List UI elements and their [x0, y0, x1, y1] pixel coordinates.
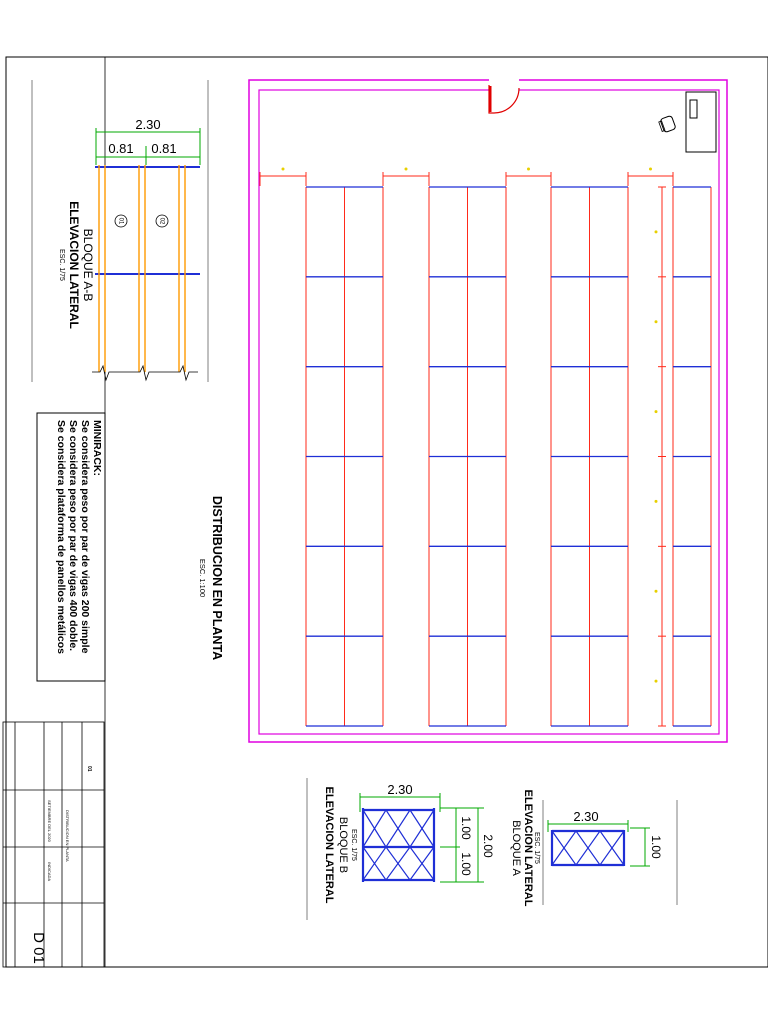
rack-rows [260, 168, 711, 727]
dim-height-a: 1.00 [649, 835, 663, 859]
length-dimension-note [655, 680, 658, 683]
tag-text-1: 01 [117, 217, 124, 225]
chair-icon [658, 115, 676, 133]
plan-title-text: DISTRIBUCION EN PLANTA [210, 495, 224, 661]
aisle-dimension-note [405, 168, 408, 171]
elevation-b-scale: ESC. 1/75 [350, 829, 357, 861]
dim-upper-b: 1.00 [459, 816, 473, 840]
dimensions-a [548, 820, 650, 866]
length-dimension-note [655, 410, 658, 413]
elevation-a-title [510, 790, 540, 907]
bracing-a [552, 831, 624, 865]
desk-monitor [690, 100, 697, 118]
notes-line-3: Se considera plataforma de panellos metálicos [55, 420, 67, 654]
notes-heading: MINIRACK: [91, 420, 103, 476]
notes-line-2: Se considera peso por par de vigas 400 doble. [67, 420, 79, 652]
plan-title [198, 496, 224, 660]
elevation-ab-block: BLOQUE A-B [81, 228, 95, 302]
aisle-dimension-note [282, 168, 285, 171]
title-block-frame [3, 722, 104, 967]
elevation-ab-subtitle: ELEVACION LATERAL [67, 201, 81, 329]
length-dimension-note [655, 590, 658, 593]
aisle-dimension-note [649, 168, 652, 171]
elevation-b-subtitle: ELEVACION LATERAL [323, 786, 335, 904]
notes-line-1: Se considera peso por par de vigas 200 simple [79, 420, 91, 654]
notes-box [37, 413, 105, 681]
elevation-b [307, 778, 495, 920]
floor-plan [198, 76, 727, 742]
tag-text-2: 02 [158, 217, 165, 225]
sheet-border [6, 57, 768, 967]
elevation-a-scale: ESC. 1/75 [533, 832, 540, 864]
length-dimension-note [655, 230, 658, 233]
sheet-number: D 01 [30, 932, 47, 964]
elevation-ab-title [58, 201, 95, 329]
dim-width-b: 2.30 [387, 782, 413, 797]
elevation-a-subtitle: ELEVACION LATERAL [522, 789, 534, 907]
frame-b [363, 808, 434, 882]
aisle-dimension-note [527, 168, 530, 171]
plan-scale-text: ESC. 1:100 [198, 558, 207, 598]
title-block-drawing-name: DISTRIBUCION EN PLANTA [65, 810, 70, 862]
elevation-ab [32, 80, 208, 382]
elevation-a [510, 790, 677, 907]
dim-lower-b: 1.00 [459, 852, 473, 876]
dim-width-a: 2.30 [573, 809, 599, 824]
elevation-b-title [323, 787, 357, 904]
elevation-a-block: BLOQUE A [510, 820, 522, 876]
length-dimension-note [655, 320, 658, 323]
length-dimension-note [655, 500, 658, 503]
title-block-scale: INDICADA [47, 862, 52, 882]
bracing-b [363, 810, 434, 880]
elevation-ab-scale: ESC. 1/75 [58, 249, 65, 281]
door-gap [489, 76, 519, 94]
title-block-revision: 01 [86, 766, 92, 772]
dim-left-ab: 0.81 [108, 141, 134, 156]
dim-total-ab: 2.30 [135, 117, 161, 132]
dim-total-b: 2.00 [481, 834, 495, 858]
dim-right-ab: 0.81 [151, 141, 177, 156]
title-block [3, 722, 104, 967]
elevation-b-block: BLOQUE B [337, 816, 349, 874]
posts-ab [99, 165, 185, 372]
title-block-date: SETIEMBRE DEL 2020 [47, 800, 52, 842]
